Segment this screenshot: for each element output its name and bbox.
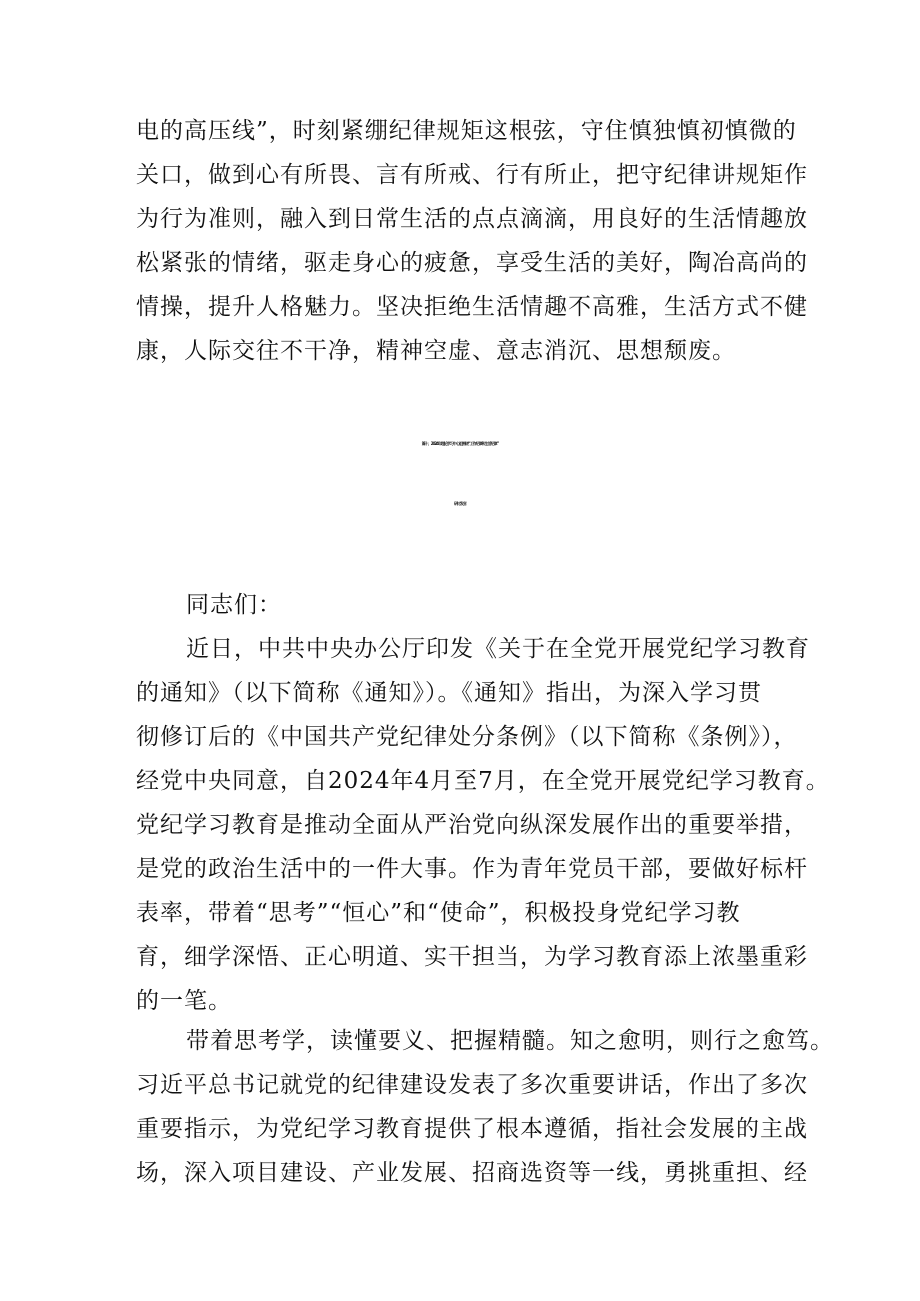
prev-section-line-6: 康，人际交往不干净，精神空虚、意志消沉、思想颓废。 xyxy=(136,338,736,364)
section-title-line-1: 篇十、2024年理论学习中心组围绕“工作纪律和生活纪律” xyxy=(421,441,499,446)
prev-section-line-4: 松紧张的情绪，驱走身心的疲惫，享受生活的美好，陶冶高尚的 xyxy=(136,250,808,276)
paragraph-1-line-7: 表率，带着“思考”“恒心”和“使命”，积极投身党纪学习教 xyxy=(136,900,741,926)
prev-section-line-3: 为行为准则，融入到日常生活的点点滴滴，用良好的生活情趣放 xyxy=(136,206,808,232)
paragraph-1-line-6: 是党的政治生活中的一件大事。作为青年党员干部，要做好标杆 xyxy=(136,856,808,882)
paragraph-2-line-3: 重要指示，为党纪学习教育提供了根本遵循，指社会发展的主战 xyxy=(136,1116,808,1142)
prev-section-line-5: 情操，提升人格魅力。坚决拒绝生活情趣不高雅，生活方式不健 xyxy=(136,294,808,320)
paragraph-2-line-4: 场，深入项目建设、产业发展、招商选资等一线，勇挑重担、经 xyxy=(136,1160,808,1186)
prev-section-line-1: 电的高压线”，时刻紧绷纪律规矩这根弦，守住慎独慎初慎微的 xyxy=(136,118,797,144)
paragraph-1-line-8: 育，细学深悟、正心明道、实干担当，为学习教育添上浓墨重彩 xyxy=(136,944,808,970)
paragraph-2-line-1: 带着思考学，读懂要义、把握精髓。知之愈明，则行之愈笃。 xyxy=(186,1028,834,1054)
paragraph-1-line-9: 的一笔。 xyxy=(136,988,232,1014)
prev-section-line-2: 关口，做到心有所畏、言有所戒、行有所止，把守纪律讲规矩作 xyxy=(136,162,808,188)
salutation: 同志们： xyxy=(186,592,282,618)
paragraph-1-line-1: 近日，中共中央办公厅印发《关于在全党开展党纪学习教育 xyxy=(186,636,810,662)
paragraph-1-line-3: 彻修订后的《中国共产党纪律处分条例》（以下简称《条例》）， xyxy=(136,724,798,750)
paragraph-1-line-5: 党纪学习教育是推动全面从严治党向纵深发展作出的重要举措， xyxy=(136,812,808,838)
paragraph-1-line-4: 经党中央同意，自2024年4月至7月，在全党开展党纪学习教育。 xyxy=(136,768,830,794)
section-title-line-2: 研讨发言 xyxy=(454,501,466,506)
paragraph-1-line-2: 的通知》（以下简称《通知》）。《通知》指出，为深入学习贯 xyxy=(136,680,762,706)
paragraph-2-line-2: 习近平总书记就党的纪律建设发表了多次重要讲话，作出了多次 xyxy=(136,1072,808,1098)
